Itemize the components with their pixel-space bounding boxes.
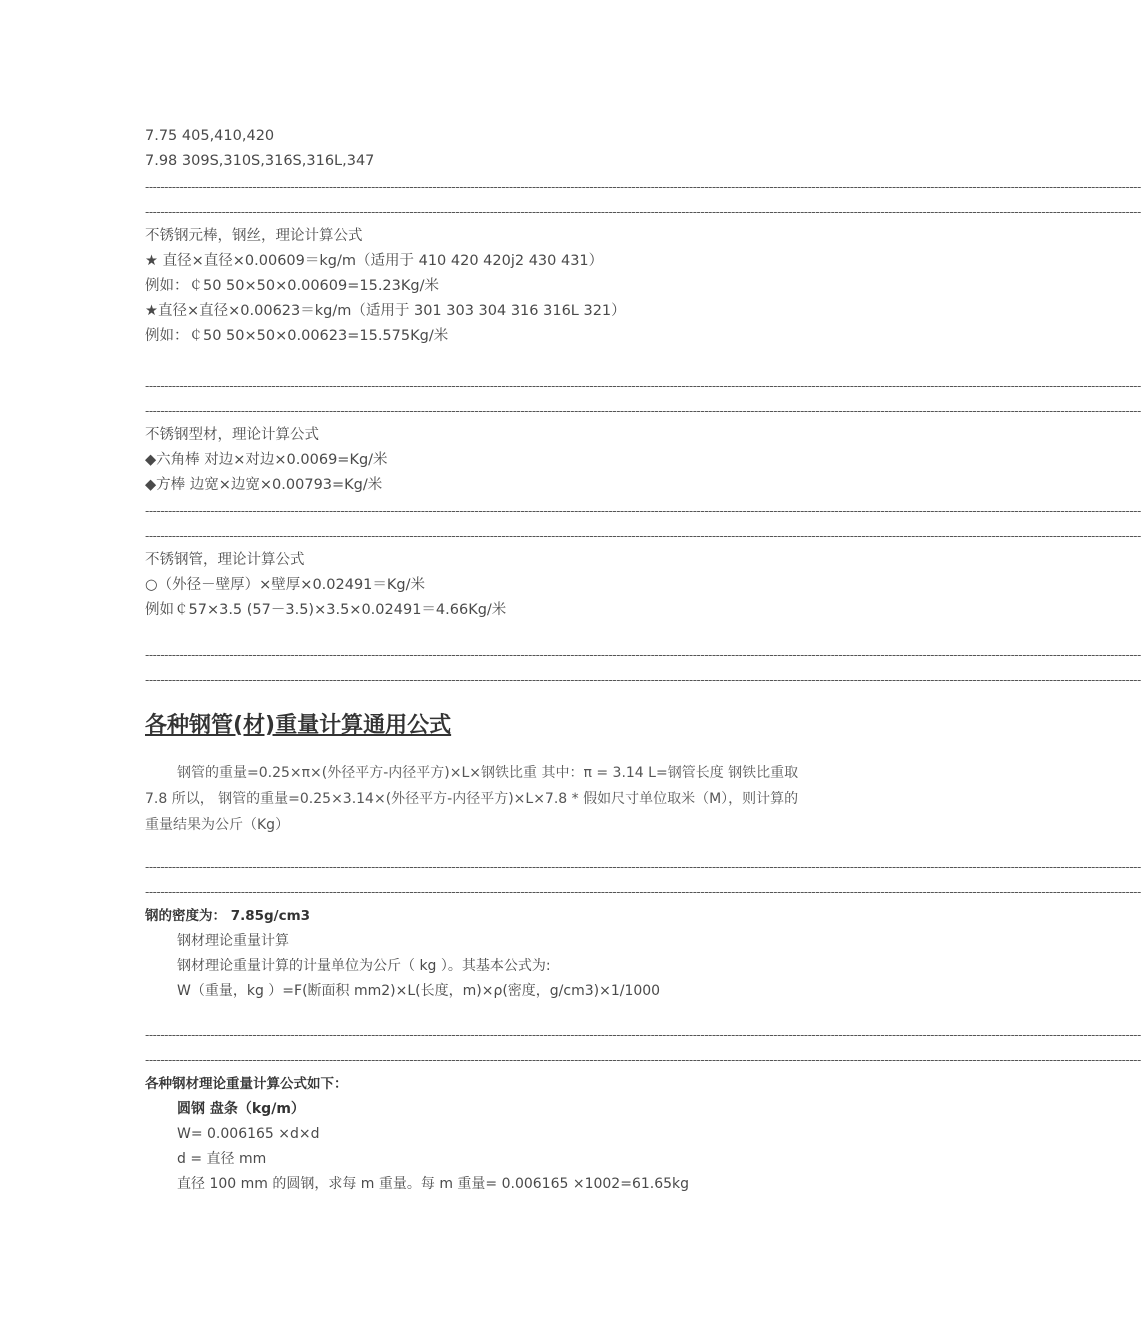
round-bar-example-2: 例如：￠50 50×50×0.00623=15.575Kg/米 <box>145 328 449 344</box>
divider: -------------------------------------------------------------------------------------------------------------------------------------------------------------------------------------------------------------------------------------------------------------------- <box>145 404 1141 418</box>
density-formula: W（重量，kg ）=F(断面积 mm2)×L(长度，m)×ρ(密度，g/cm3)×1/1000 <box>177 983 661 999</box>
divider: -------------------------------------------------------------------------------------------------------------------------------------------------------------------------------------------------------------------------------------------------------------------- <box>145 648 1141 662</box>
round-bar-example-1: 例如：￠50 50×50×0.00609=15.23Kg/米 <box>145 278 439 294</box>
divider: -------------------------------------------------------------------------------------------------------------------------------------------------------------------------------------------------------------------------------------------------------------------- <box>145 529 1141 543</box>
section-heading: 各种钢管(材)重量计算通用公式 <box>145 713 452 738</box>
round-steel-diameter: d = 直径 mm <box>177 1151 267 1167</box>
pipe-formula: ○（外径－壁厚）×壁厚×0.02491＝Kg/米 <box>145 577 426 593</box>
round-bar-formula-1: ★ 直径×直径×0.00609＝kg/m（适用于 410 420 420j2 430 431） <box>145 253 604 269</box>
formulas-title: 各种钢材理论重量计算公式如下： <box>145 1076 348 1092</box>
square-bar-formula: ◆方棒 边宽×边宽×0.00793=Kg/米 <box>145 477 383 493</box>
density-line-1: 钢材理论重量计算 <box>177 933 289 949</box>
density-label: 钢的密度为： 7.85g/cm3 <box>145 908 311 924</box>
divider: -------------------------------------------------------------------------------------------------------------------------------------------------------------------------------------------------------------------------------------------------------------------- <box>145 673 1141 687</box>
divider: -------------------------------------------------------------------------------------------------------------------------------------------------------------------------------------------------------------------------------------------------------------------- <box>145 1028 1141 1042</box>
pipe-title: 不锈钢管，理论计算公式 <box>145 552 305 568</box>
divider: -------------------------------------------------------------------------------------------------------------------------------------------------------------------------------------------------------------------------------------------------------------------- <box>145 885 1141 899</box>
divider: -------------------------------------------------------------------------------------------------------------------------------------------------------------------------------------------------------------------------------------------------------------------- <box>145 379 1141 393</box>
round-bar-title: 不锈钢元棒，钢丝，理论计算公式 <box>145 228 363 244</box>
round-bar-formula-2: ★直径×直径×0.00623＝kg/m（适用于 301 303 304 316 316L 321） <box>145 303 626 319</box>
grade-line-1: 7.75 405,410,420 <box>145 128 275 144</box>
divider: -------------------------------------------------------------------------------------------------------------------------------------------------------------------------------------------------------------------------------------------------------------------- <box>145 504 1141 518</box>
pipe-example: 例如￠57×3.5 (57－3.5)×3.5×0.02491＝4.66Kg/米 <box>145 602 507 618</box>
divider: -------------------------------------------------------------------------------------------------------------------------------------------------------------------------------------------------------------------------------------------------------------------- <box>145 205 1141 219</box>
divider: -------------------------------------------------------------------------------------------------------------------------------------------------------------------------------------------------------------------------------------------------------------------- <box>145 180 1141 194</box>
round-steel-subtitle: 圆钢 盘条（kg/m） <box>177 1101 305 1117</box>
round-steel-formula: W= 0.006165 ×d×d <box>177 1126 320 1142</box>
pipe-weight-paragraph: 钢管的重量=0.25×π×(外径平方-内径平方)×L×钢铁比重 其中：π = 3.14 L=钢管长度 钢铁比重取 7.8 所以， 钢管的重量=0.25×3.14×(外径平方-内径平方)×L×7.8 * 假如尺寸单位取米（M），则计算的重量结果为公斤（Kg） <box>145 765 799 833</box>
hex-bar-formula: ◆六角棒 对边×对边×0.0069=Kg/米 <box>145 452 388 468</box>
grade-line-2: 7.98 309S,310S,316S,316L,347 <box>145 153 375 169</box>
density-line-2: 钢材理论重量计算的计量单位为公斤（ kg ）。其基本公式为: <box>177 958 551 974</box>
divider: -------------------------------------------------------------------------------------------------------------------------------------------------------------------------------------------------------------------------------------------------------------------- <box>145 860 1141 874</box>
profile-title: 不锈钢型材，理论计算公式 <box>145 427 319 443</box>
round-steel-example: 直径 100 mm 的圆钢，求每 m 重量。每 m 重量= 0.006165 ×1002=61.65kg <box>177 1176 690 1192</box>
divider: -------------------------------------------------------------------------------------------------------------------------------------------------------------------------------------------------------------------------------------------------------------------- <box>145 1053 1141 1067</box>
